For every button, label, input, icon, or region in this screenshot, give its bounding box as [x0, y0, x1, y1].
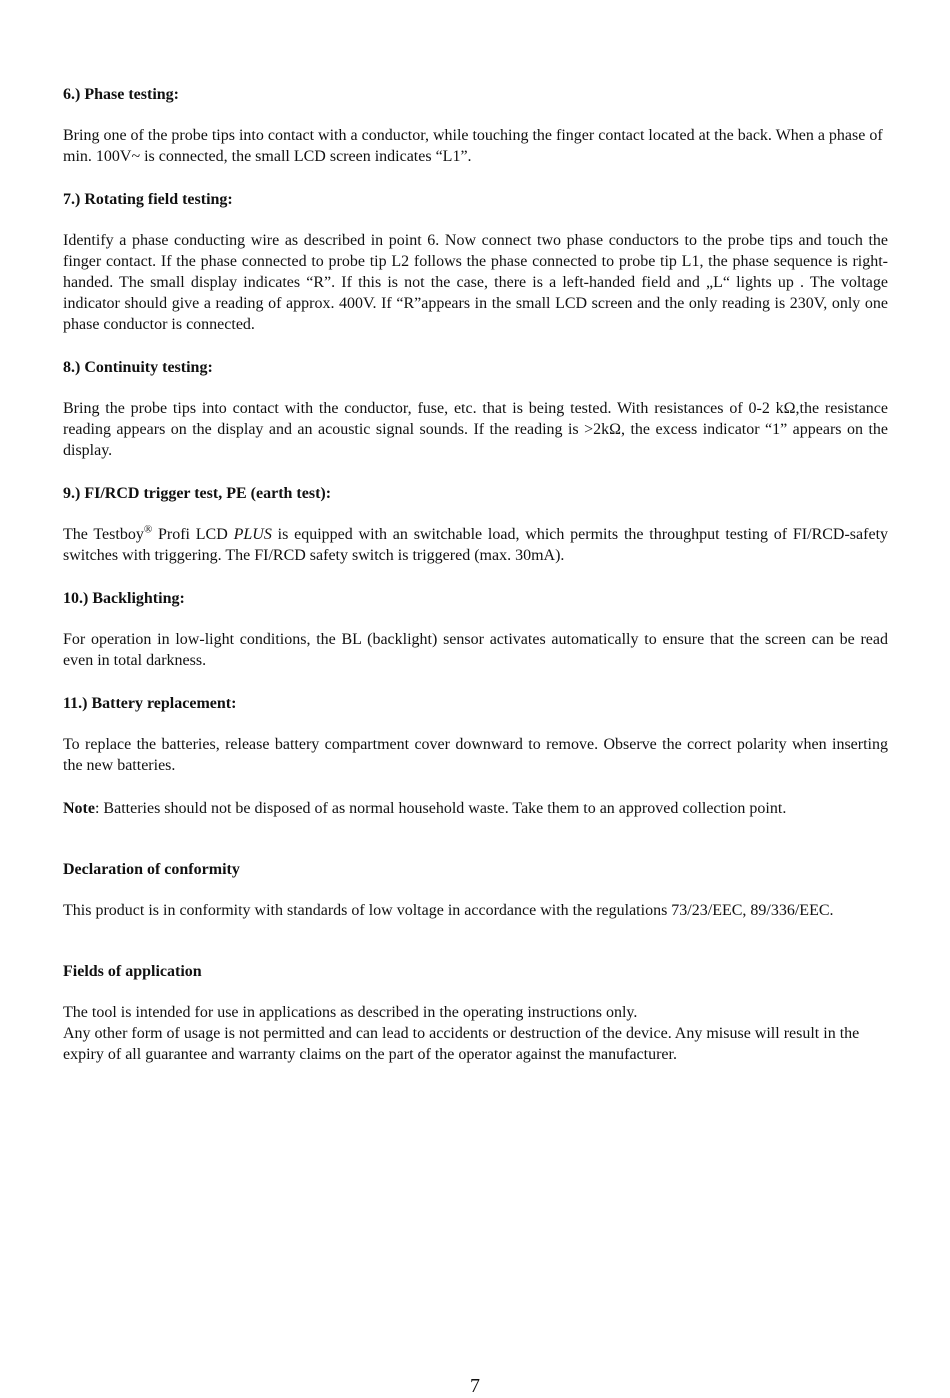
paragraph-backlighting: For operation in low-light conditions, the BL (backlight) sensor activates automatically to ensure that the screen can be read even in total darkness. [63, 631, 888, 669]
section-heading-conformity: Declaration of conformity [63, 861, 240, 878]
rcd-text-part2: Profi LCD [152, 526, 234, 543]
paragraph-note [63, 798, 888, 819]
paragraph-conformity: This product is in conformity with standards of low voltage in accordance with the regulations 73/23/EEC, 89/336/EEC. [63, 902, 834, 919]
paragraph-phase-testing: Bring one of the probe tips into contact with a conductor, while touching the finger contact located at the back. When a phase of min. 100V~ is connected, the small LCD screen indicates “L1”. [63, 127, 883, 165]
section-heading-backlighting: 10.) Backlighting: [63, 590, 185, 607]
paragraph-application-2: Any other form of usage is not permitted and can lead to accidents or destruction of the device. Any misuse will result in the expiry of all guarantee and warranty claims on the part of the operator against the manufacturer. [63, 1025, 860, 1063]
section-heading-rcd-trigger: 9.) FI/RCD trigger test, PE (earth test): [63, 485, 332, 502]
rcd-text-part3: is equipped with an switchable load, which permits the throughput testing of FI/RCD-safety switches with triggering. The FI/RCD safety switch is triggered (max. 30mA). [63, 526, 889, 564]
section-heading-continuity: 8.) Continuity testing: [63, 359, 213, 376]
section-heading-application: Fields of application [63, 963, 202, 980]
document-page [63, 84, 888, 1087]
note-text: : Batteries should not be disposed of as normal household waste. Take them to an approved collection point. [94, 800, 787, 817]
section-heading-rotating-field: 7.) Rotating field testing: [63, 191, 233, 208]
paragraph-continuity: Bring the probe tips into contact with the conductor, fuse, etc. that is being tested. With resistances of 0-2 kΩ,the resistance reading appears on the display and an acoustic signal sounds. If the reading is >2kΩ, the excess indicator “1” appears on the display. [63, 400, 888, 459]
paragraph-battery: To replace the batteries, release battery compartment cover downward to remove. Observe the correct polarity when inserting the new batteries. [63, 736, 888, 774]
product-plus-italic: PLUS [233, 526, 272, 543]
note-label: Note [63, 800, 95, 817]
registered-mark: ® [143, 523, 153, 536]
page-number: 7 [470, 1375, 480, 1397]
section-heading-battery: 11.) Battery replacement: [63, 695, 237, 712]
paragraph-rotating-field: Identify a phase conducting wire as described in point 6. Now connect two phase conductors to the probe tips and touch the finger contact. If the phase connected to probe tip L2 follows the phase connected to probe tip L1, the phase sequence is right-handed. The small display indicates “R”. If this is not the case, there is a left-handed field and „L“ lights up . The voltage indicator should give a reading of approx. 400V. If “R”appears in the small LCD screen and the only reading is 230V, only one phase conductor is connected. [63, 232, 888, 333]
rcd-text-part1: The Testboy [63, 526, 144, 543]
paragraph-rcd-trigger [63, 524, 888, 566]
paragraph-application-1: The tool is intended for use in applications as described in the operating instructions only. [63, 1004, 638, 1021]
section-heading-phase-testing: 6.) Phase testing: [63, 86, 179, 103]
